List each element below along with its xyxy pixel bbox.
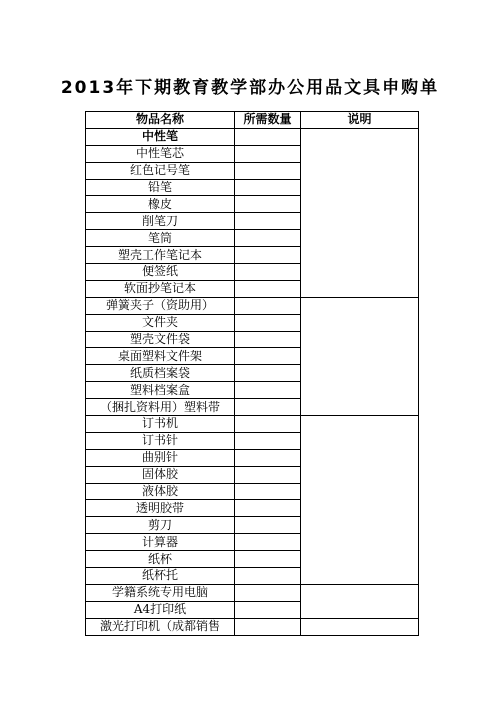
item-name-cell: 笔筒: [86, 230, 235, 247]
table-body: [86, 128, 419, 635]
quantity-cell[interactable]: [235, 331, 301, 348]
quantity-cell[interactable]: [235, 247, 301, 264]
item-name-cell: A4打印纸: [86, 601, 235, 618]
item-name-cell: 固体胶: [86, 466, 235, 483]
quantity-cell[interactable]: [235, 179, 301, 196]
quantity-cell[interactable]: [235, 145, 301, 162]
item-name-cell: 激光打印机（成都销售: [86, 618, 235, 635]
table-row: [86, 128, 419, 145]
quantity-cell[interactable]: [235, 162, 301, 179]
item-name-cell: 计算器: [86, 534, 235, 551]
quantity-cell[interactable]: [235, 449, 301, 466]
document-title: 2013年下期教育教学部办公用品文具申购单: [60, 78, 440, 98]
quantity-cell[interactable]: [235, 500, 301, 517]
item-name-cell: 订书针: [86, 432, 235, 449]
item-name-cell: 塑壳工作笔记本: [86, 247, 235, 264]
quantity-cell[interactable]: [235, 466, 301, 483]
remarks-cell[interactable]: [301, 618, 419, 635]
header-item-name: 物品名称: [86, 112, 235, 129]
quantity-cell[interactable]: [235, 280, 301, 297]
header-remarks: 说明: [301, 112, 419, 129]
quantity-cell[interactable]: [235, 618, 301, 635]
remarks-cell[interactable]: [301, 128, 419, 297]
quantity-cell[interactable]: [235, 297, 301, 314]
item-name-cell: 中性笔芯: [86, 145, 235, 162]
header-quantity: 所需数量: [235, 112, 301, 129]
quantity-cell[interactable]: [235, 601, 301, 618]
quantity-cell[interactable]: [235, 584, 301, 601]
table-row: [86, 297, 419, 314]
quantity-cell[interactable]: [235, 128, 301, 145]
item-name-cell: 橡皮: [86, 196, 235, 213]
item-name-cell: 纸杯: [86, 551, 235, 568]
quantity-cell[interactable]: [235, 314, 301, 331]
remarks-cell[interactable]: [301, 584, 419, 618]
table-row: [86, 416, 419, 433]
item-name-cell: 曲别针: [86, 449, 235, 466]
item-name-cell: 便签纸: [86, 264, 235, 281]
remarks-cell[interactable]: [301, 416, 419, 585]
item-name-cell: 文件夹: [86, 314, 235, 331]
item-name-cell: 红色记号笔: [86, 162, 235, 179]
quantity-cell[interactable]: [235, 213, 301, 230]
item-name-cell: 剪刀: [86, 517, 235, 534]
table-header-row: [86, 112, 419, 129]
item-name-cell: 软面抄笔记本: [86, 280, 235, 297]
item-name-cell: 订书机: [86, 416, 235, 433]
quantity-cell[interactable]: [235, 551, 301, 568]
item-name-cell: 弹簧夹子（资助用）: [86, 297, 235, 314]
quantity-cell[interactable]: [235, 196, 301, 213]
quantity-cell[interactable]: [235, 416, 301, 433]
quantity-cell[interactable]: [235, 365, 301, 382]
item-name-cell: 纸质档案袋: [86, 365, 235, 382]
item-name-cell: 削笔刀: [86, 213, 235, 230]
quantity-cell[interactable]: [235, 382, 301, 399]
quantity-cell[interactable]: [235, 568, 301, 585]
item-name-cell: 液体胶: [86, 483, 235, 500]
item-name-cell: 铅笔: [86, 179, 235, 196]
item-name-cell: 中性笔: [86, 128, 235, 145]
item-name-cell: 塑料档案盒: [86, 382, 235, 399]
table-row: [86, 584, 419, 601]
purchase-request-table: [85, 111, 419, 636]
quantity-cell[interactable]: [235, 432, 301, 449]
item-name-cell: 桌面塑料文件架: [86, 348, 235, 365]
quantity-cell[interactable]: [235, 534, 301, 551]
item-name-cell: 学籍系统专用电脑: [86, 584, 235, 601]
quantity-cell[interactable]: [235, 348, 301, 365]
quantity-cell[interactable]: [235, 483, 301, 500]
quantity-cell[interactable]: [235, 230, 301, 247]
item-name-cell: （捆扎资料用）塑料带: [86, 399, 235, 416]
item-name-cell: 纸杯托: [86, 568, 235, 585]
quantity-cell[interactable]: [235, 264, 301, 281]
item-name-cell: 塑壳文件袋: [86, 331, 235, 348]
quantity-cell[interactable]: [235, 399, 301, 416]
table-row: [86, 618, 419, 635]
quantity-cell[interactable]: [235, 517, 301, 534]
item-name-cell: 透明胶带: [86, 500, 235, 517]
remarks-cell[interactable]: [301, 297, 419, 415]
